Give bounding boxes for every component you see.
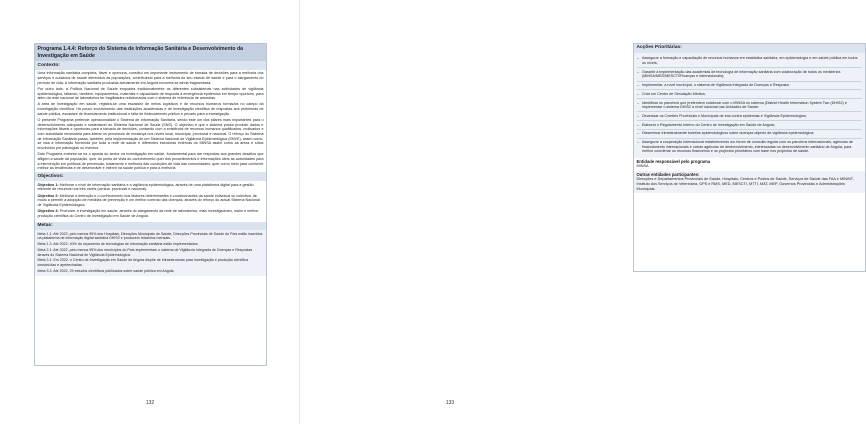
actions-heading: Acções Prioritárias:: [634, 44, 865, 53]
objective-text: Promover a investigação em saúde, através do alargamento da rede de laboratórios, mais investigadores, maior e melhor produção científica do Centro de Investigação em Saúde de Angola.: [37, 209, 259, 218]
left-page: [0, 0, 300, 424]
actions-section: [634, 53, 865, 158]
program-panel: [34, 43, 267, 366]
context-heading: Contexto:: [35, 61, 266, 70]
action-item: – Assegurar a formação e capacitação de recursos humanos em estatística sanitária, em epidemiologia e em saúde pública em todos os níveis;: [637, 55, 862, 68]
objective-item: [38, 194, 264, 208]
action-text: Assegurar a cooperação internacional estabelecendo um fórum de consulta regular com os parceiros internacionais, agências de financiamento internacionais e outras agências de desenvolvimento, interessadas no desenvolvimento sanitário de Angola, para melhor coordenar os recursos financeiros e os projectos prioritários com base nos projectos de saúde.: [642, 140, 853, 154]
objectives-heading: Objectivos:: [35, 172, 266, 181]
action-item: – Elaborar o Regulamento Interno do Centro de Investigação em Saúde de Angola;: [637, 121, 862, 130]
right-page: [300, 0, 858, 424]
program-title: Programa 1.4.4: Reforço do Sistema de Informação Sanitária e Desenvolvimento da Investigação em Saúde: [35, 44, 266, 61]
action-text: Garantir a implementação das academias de tecnologia de informação sanitária com colaboração de todos os ministérios (MINSA/MED/MESCTI/Finanças e internacionais);: [642, 69, 841, 79]
action-item: – Garantir a implementação das academias de tecnologia de informação sanitária com colaboração de todos os ministérios (MINSA/MED/MESCTI/Finanças e internacionais);: [637, 68, 862, 81]
page-number-right: 133: [445, 400, 455, 406]
objective-label: Objectivo 1:: [37, 182, 59, 187]
objective-item: [38, 183, 264, 192]
action-text: Elaborar o Regulamento Interno do Centro de Investigação em Saúde de Angola;: [642, 122, 775, 127]
objective-label: Objectivo 3:: [37, 209, 59, 214]
objective-label: Objectivo 2:: [37, 193, 59, 198]
context-paragraph: Este Programa embebe-se na o aposta do sector na investigação em saúde, fundamental para dar respostas aos grandes desafios que afligem a saúde da população, quer do ponto de vista do conhecimento quer dos procedimentos e informações úteis às autoridades para a intervenção em políticas de prevenção, tratamento e melhoria das condições de vida das comunidades, quer como meio para conhecer melhor as tendências e de desenvolver e intervir na saúde pública e para a melhoria.: [37, 152, 264, 171]
action-item: – Assegurar a cooperação internacional estabelecendo um fórum de consulta regular com os parceiros internacionais, agências de financiamento internacionais e outras agências de desenvolvimento, interessadas no desenvolvimento sanitário de Angola, para melhor coordenar os recursos financeiros e os projectos prioritários com base nos projectos de saúde.: [637, 140, 853, 154]
objective-item: [38, 209, 264, 218]
goal-item: Meta 3.2: Até 2022, 29 estudos científicos publicados sobre saúde pública em Angola.: [37, 268, 175, 273]
goals-heading: Metas:: [35, 222, 266, 231]
actions-list: [634, 53, 865, 158]
objectives-section: [35, 181, 266, 221]
context-paragraph: A área de investigação em saúde, registra-se uma escassez de meios logísticos e de recursos humanos formados no campo da investigação científica. Há pouco envolvimento das instituições académicas e de investigação científica de respostas aos problemas de saúde pública, escassez de financiamento institucional e falta de financiamento público e privado para a investigação.: [37, 102, 264, 116]
action-text: Disseminar trimestralmente boletins epidemiológicos sobre doenças objecto de vigilância epidemiológica;: [642, 131, 815, 136]
goal-item: Meta 1.1: Até 2022, pelo menos 95% dos Hospitais, Direcções Municipais de Saúde, Direcções Provinciais de Saúde do País estão inseridos na plataforma de informação digital sanitária DHIS2 e produzem relatórios mensais.: [37, 231, 263, 241]
page-number-left: 132: [145, 400, 155, 406]
action-text: Identificar os parceiros que pretendem colaborar com o MINSA no sistema (District Health Information System Two (DHIS2) e implementar o sistema DHIS2 a nível nacional nas Unidades de Saúde;: [642, 100, 847, 110]
goal-item: Meta 3.1: Em 2022, o Centro de Investigação em Saúde de Angola dispõe de infraestruturas para investigação e produção científica construídas e apetrechadas.: [37, 258, 249, 267]
responsible-entity: MINSA: [636, 164, 649, 169]
action-item: – Criar um Centro de Simulação Médica;: [637, 90, 862, 99]
participants-section: [634, 171, 865, 194]
context-section: [35, 70, 266, 172]
action-text: Dinamizar os Comités Provinciais e Municipais de luta contra epidemias e Vigilância Epidemiológica;: [642, 113, 807, 118]
context-paragraph: Uma informação sanitária completa, fiável e oportuna, constitui um importante instrumento de tomada de decisões para a melhoria dos serviços e cuidados de saúde oferecidos às populações, contribuindo para a melhoria do seu estado de saúde e para o alargamento do período de vida. A informação sanitária produzida actualmente em Angola encontra-se ainda fragmentada.: [37, 71, 264, 85]
action-item: – Identificar os parceiros que pretendem colaborar com o MINSA no sistema (District Health Information System Two (DHIS2) e implementar o sistema DHIS2 a nível nacional nas Unidades de Saúde;: [637, 99, 862, 112]
responsible-heading: Entidade responsável pelo programa: [636, 159, 711, 165]
context-paragraph: O presente Programa pretende operacionalizar o Sistema de Informação Sanitária, sendo este um dos pilares mais importantes para o desenvolvimento adequado e sustentável do Sistema Nacional de Saúde (SNS). O objectivo é que o sistema possa produzir dados e informações fiáveis e oportunas para a tomada de decisões, contando com a existência de recursos humanos qualificados, motivados e com autoridade necessária para liderar os processos de mudança nos níveis local, municipal, provincial e nacional. O reforço do Sistema de Informação Sanitária passa, também, pela implementação de um Sistema Nacional de Vigilância Epidemiológica (SNVE), assim como, se visa a informação fornecida por toda a rede de saúde e diferentes estruturas externas do MINSA assim como as áreas e sítios envolvidos por patologias ou eventos.: [37, 117, 264, 151]
goals-section: [35, 230, 266, 275]
action-item: – Dinamizar os Comités Provinciais e Municipais de luta contra epidemias e Vigilância Epidemiológica;: [637, 112, 862, 121]
action-text: Implementar, a nível municipal, o sistema de Vigilância Integrada de Doenças e Resposta;: [642, 83, 790, 88]
participants-list: Direcções e Departamentos Provinciais de Saúde, Hospitais, Centros e Postos de Saúde, Serviços de Saúde das FAA e MININT, Instituto dos Serviços de Veterinária, GPS e RMS, MED, MESCTI, MTTI, MAT, MEP, Governos Provinciais e Administrações Municipais.: [636, 177, 854, 191]
action-text: Criar um Centro de Simulação Médica;: [642, 91, 706, 96]
goal-item: Meta 2.1: Até 2022, pelo menos 95% dos municípios do País implementam o sistema de Vigilância Integrada de Doenças e Respostas através do Sistema Nacional de Vigilância Epidemiológica.: [37, 247, 253, 257]
objective-text: Melhorar a detecção e o conhecimento dos factores determinantes e condicionantes da saúde individual ou colectiva, de modo a permitir a adopção de medidas de prevenção e um melhor controlo das doenças, através do reforço do actual Sistema Nacional de Vigilância Epidemiológica.: [37, 193, 260, 207]
goal-item: Meta 1.2: Até 2022, 40% do orçamento de tecnologias de informação sanitária estão implementados.: [37, 242, 199, 247]
participants-heading: Outras entidades participantes:: [636, 172, 700, 177]
action-item: – Implementar, a nível municipal, o sistema de Vigilância Integrada de Doenças e Resposta;: [637, 82, 862, 91]
context-paragraph: Por outro lado, a Política Nacional de Saúde enquadra tradicionalmente os diferentes subsistemas nas actividades de vigilância epidemiológica, faltando, também, equipamentos, materiais e capacidade de resposta à emergência epidémica em tempo oportuno, para além da rede nacional de laboratórios ter fragilidades relacionadas com o sistema de referência de amostras.: [37, 86, 264, 101]
objective-text: Melhorar o nível de informação sanitária e a vigilância epidemiológica, através de uma plataforma digital para a gestão eficiente de recursos nos três níveis (central, provincial e nacional).: [37, 182, 254, 192]
actions-panel: [633, 43, 866, 272]
responsible-section: [634, 158, 865, 171]
action-text: Assegurar a formação e capacitação de recursos humanos em estatística sanitária, em epidemiologia e em saúde pública em todos os níveis;: [642, 56, 858, 65]
action-item: – Disseminar trimestralmente boletins epidemiológicos sobre doenças objecto de vigilância epidemiológica;: [637, 130, 862, 139]
